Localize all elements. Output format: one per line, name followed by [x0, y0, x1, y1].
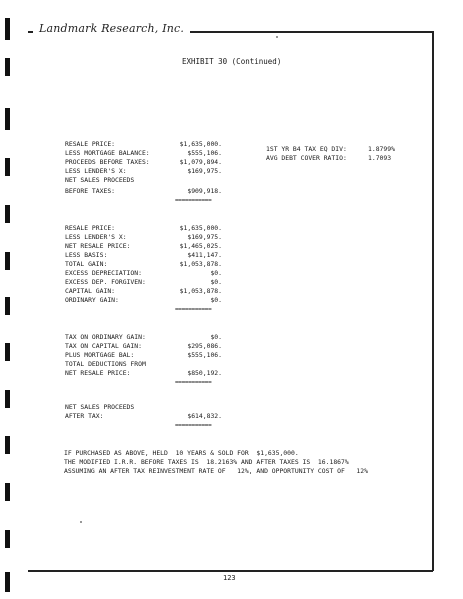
row-value: $411,147. — [187, 251, 222, 259]
scan-speck — [80, 521, 82, 523]
stat-value: 1.8799% — [368, 145, 395, 153]
row-label: ORDINARY GAIN: — [65, 296, 119, 304]
total-rule: =========== — [175, 197, 212, 204]
page-number: 123 — [223, 574, 236, 582]
summary-line: THE MODIFIED I.R.R. BEFORE TAXES IS 18.2163% AND AFTER TAXES IS 16.1867% — [64, 458, 349, 466]
row-value: $850,192. — [187, 369, 222, 377]
frame-right-rule — [432, 31, 434, 571]
binder-mark — [5, 58, 10, 76]
row-value: $1,635,000. — [179, 140, 222, 148]
stat-label: 1ST YR B4 TAX EQ DIV: — [266, 145, 347, 153]
binder-mark — [5, 297, 10, 315]
binder-mark — [5, 108, 10, 130]
row-label: EXCESS DEPRECIATION: — [65, 269, 142, 277]
row-label: LESS LENDER'S X: — [65, 167, 127, 175]
binder-mark — [5, 483, 10, 501]
total-rule: =========== — [175, 379, 212, 386]
row-label: TAX ON ORDINARY GAIN: — [65, 333, 146, 341]
row-label: TAX ON CAPITAL GAIN: — [65, 342, 142, 350]
scan-speck — [276, 36, 278, 38]
binder-mark — [5, 205, 10, 223]
company-logo: Landmark Research, Inc. — [33, 22, 190, 35]
total-rule: =========== — [175, 422, 212, 429]
row-value: $169,975. — [187, 167, 222, 175]
binder-mark — [5, 436, 10, 454]
row-label: LESS LENDER'S X: — [65, 233, 127, 241]
row-value: $1,465,025. — [179, 242, 222, 250]
row-value: $1,635,000. — [179, 224, 222, 232]
row-label: EXCESS DEP. FORGIVEN: — [65, 278, 146, 286]
row-label: PROCEEDS BEFORE TAXES: — [65, 158, 150, 166]
frame-bottom-rule — [28, 570, 433, 572]
binder-mark — [5, 18, 10, 40]
row-value: $0. — [210, 296, 222, 304]
row-label: TOTAL DEDUCTIONS FROM — [65, 360, 146, 368]
binder-mark — [5, 343, 10, 361]
binder-mark — [5, 572, 10, 592]
row-label: NET SALES PROCEEDS — [65, 403, 135, 411]
row-label: NET RESALE PRICE: — [65, 369, 131, 377]
row-value: $1,053,878. — [179, 260, 222, 268]
row-label: RESALE PRICE: — [65, 224, 116, 232]
summary-line: ASSUMING AN AFTER TAX REINVESTMENT RATE OF 12%, AND OPPORTUNITY COST OF 12% — [64, 467, 368, 475]
page-title: EXHIBIT 30 (Continued) — [182, 57, 282, 66]
row-label: TOTAL GAIN: — [65, 260, 108, 268]
row-label: CAPITAL GAIN: — [65, 287, 116, 295]
row-label: NET RESALE PRICE: — [65, 242, 131, 250]
row-value: $909,918. — [187, 187, 222, 195]
row-value: $295,086. — [187, 342, 222, 350]
binder-mark — [5, 390, 10, 408]
row-value: $555,106. — [187, 351, 222, 359]
stat-label: AVG DEBT COVER RATIO: — [266, 154, 347, 162]
row-value: $0. — [210, 269, 222, 277]
row-value: $1,053,878. — [179, 287, 222, 295]
stat-value: 1.7093 — [368, 154, 392, 162]
row-value: $555,106. — [187, 149, 222, 157]
row-label: AFTER TAX: — [65, 412, 104, 420]
summary-line: IF PURCHASED AS ABOVE, HELD 10 YEARS & SOLD FOR $1,635,000. — [64, 449, 299, 457]
binder-mark — [5, 158, 10, 176]
total-rule: =========== — [175, 306, 212, 313]
row-value: $0. — [210, 278, 222, 286]
row-label: NET SALES PROCEEDS — [65, 176, 135, 184]
row-value: $614,832. — [187, 412, 222, 420]
row-value: $169,975. — [187, 233, 222, 241]
row-label: BEFORE TAXES: — [65, 187, 116, 195]
row-label: PLUS MORTGAGE BAL: — [65, 351, 135, 359]
row-label: RESALE PRICE: — [65, 140, 116, 148]
binder-mark — [5, 530, 10, 548]
binder-mark — [5, 252, 10, 270]
row-label: LESS MORTGAGE BALANCE: — [65, 149, 150, 157]
row-label: LESS BASIS: — [65, 251, 108, 259]
row-value: $1,079,894. — [179, 158, 222, 166]
row-value: $0. — [210, 333, 222, 341]
